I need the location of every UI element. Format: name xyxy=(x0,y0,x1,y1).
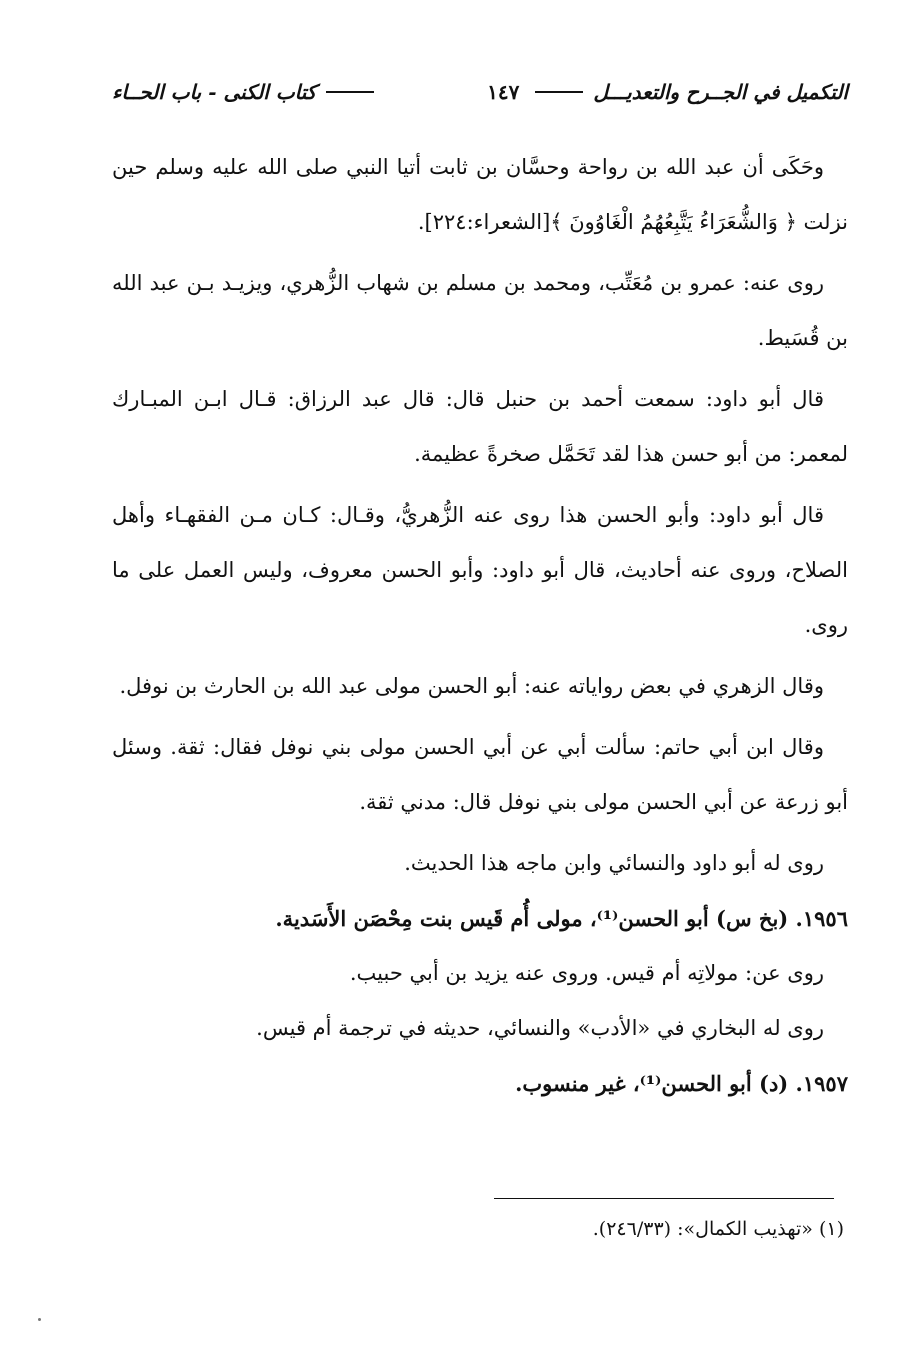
header-dash xyxy=(326,91,374,93)
paragraph: قال أبو داود: وأبو الحسن هذا روى عنه الزُّهريُّ، وقـال: كـان مـن الفقهـاء وأهل الصلاح، وروى عنه أحاديث، قال أبو داود: وأبو الحسن معروف، وليس العمل على ما روى. xyxy=(112,503,848,637)
footnote: (١) «تهذيب الكمال»: (٢٤٦/٣٣). xyxy=(592,1218,844,1240)
entry-heading-1957: ١٩٥٧. (د) أبو الحسن⁽¹⁾، غير منسوب. xyxy=(515,1071,848,1096)
paragraph: روى له أبو داود والنسائي وابن ماجه هذا الحديث. xyxy=(404,851,824,875)
paragraph: وقال الزهري في بعض رواياته عنه: أبو الحسن مولى عبد الله بن الحارث بن نوفل. xyxy=(119,674,824,698)
paragraph: روى عنه: عمرو بن مُعَتِّب، ومحمد بن مسلم بن شهاب الزُّهري، ويزيـد بـن عبد الله بن قُسَيط. xyxy=(112,271,848,350)
book-title: التكميل في الجــرح والتعديـــل xyxy=(593,80,848,104)
header-right-group xyxy=(481,80,848,104)
paragraph: وقال ابن أبي حاتم: سألت أبي عن أبي الحسن مولى بني نوفل فقال: ثقة. وسئل أبو زرعة عن أبي الحسن مولى بني نوفل قال: مدني ثقة. xyxy=(112,735,848,814)
header-dash xyxy=(535,91,583,93)
footnote-divider xyxy=(494,1198,834,1199)
paragraph: روى عن: مولاتِه أم قيس. وروى عنه يزيد بن أبي حبيب. xyxy=(349,961,824,985)
scan-speck xyxy=(38,1318,41,1321)
paragraph: روى له البخاري في «الأدب» والنسائي، حديثه في ترجمة أم قيس. xyxy=(256,1016,824,1040)
main-text xyxy=(112,140,848,1111)
paragraph: قال أبو داود: سمعت أحمد بن حنبل قال: قال عبد الرزاق: قـال ابـن المبـارك لمعمر: من أبو حسن هذا لقد تَحَمَّل صخرةً عظيمة. xyxy=(112,387,848,466)
page-number: ١٤٧ xyxy=(487,80,520,104)
section-title: كتاب الكنى - باب الحــاء xyxy=(112,80,317,104)
running-header xyxy=(112,80,848,104)
entry-heading-1956: ١٩٥٦. (بخ س) أبو الحسن⁽¹⁾، مولى أُم قَيس بنت مِحْصَن الأَسَدية. xyxy=(275,906,848,931)
paragraph: وحَكَى أن عبد الله بن رواحة وحسَّان بن ثابت أتيا النبي صلى الله عليه وسلم حين نزلت ﴿ وَالشُّعَرَاءُ يَتَّبِعُهُمُ الْغَاوُونَ ﴾[الشعراء:٢٢٤]. xyxy=(112,155,848,234)
header-left-group xyxy=(112,80,384,104)
